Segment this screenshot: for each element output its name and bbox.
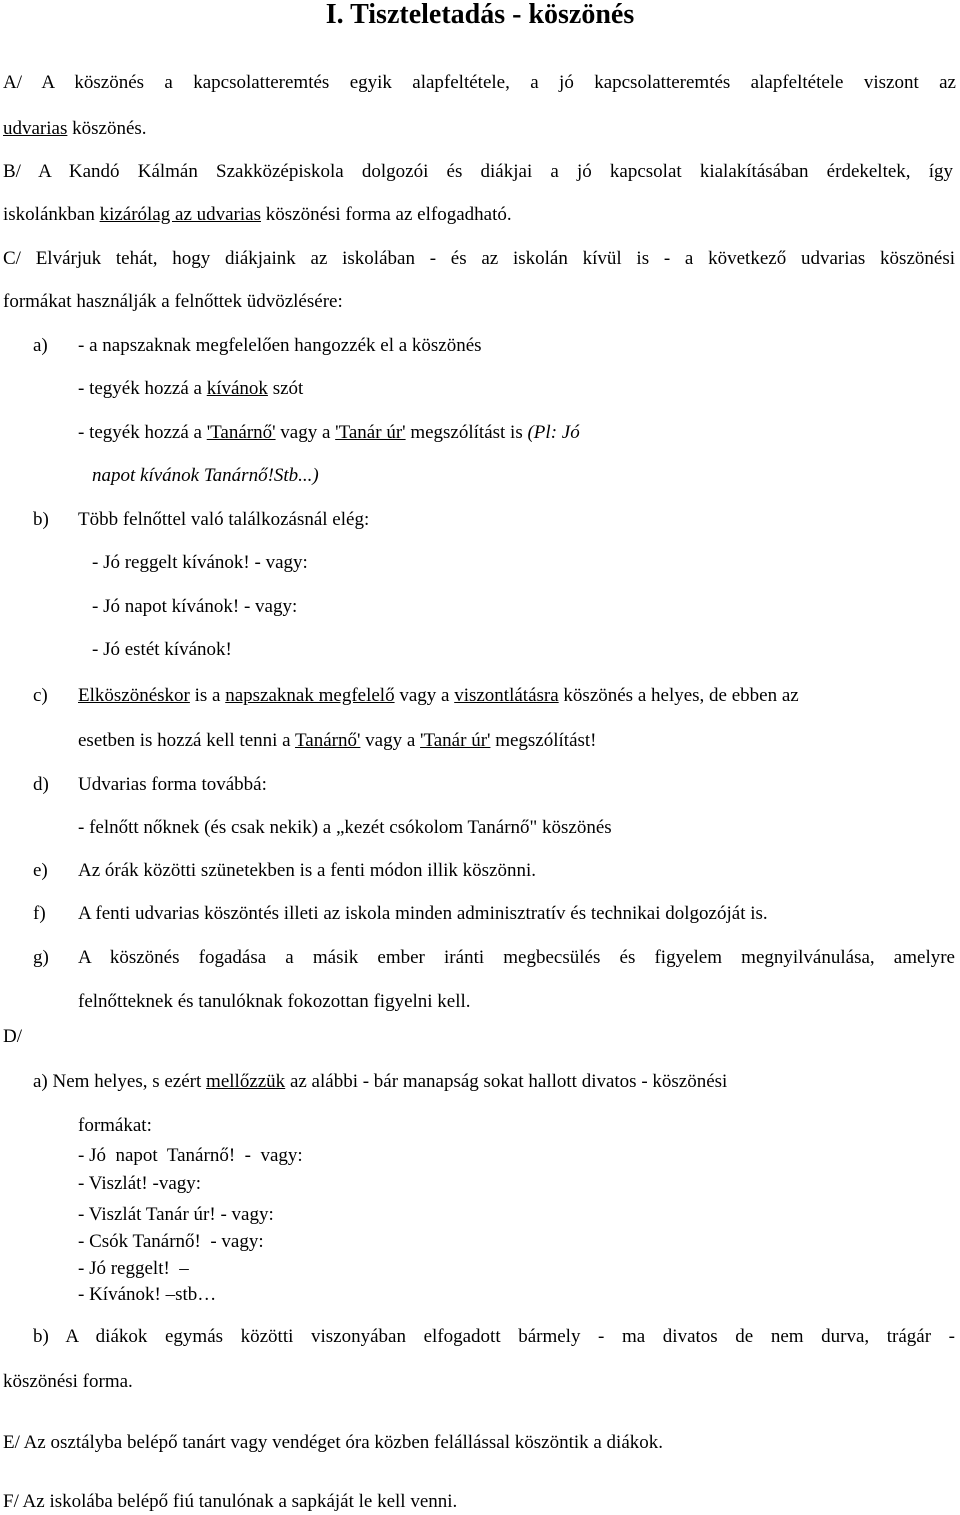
underlined-tanar-ur-2: 'Tanár úr' [420,730,491,751]
text-tegyek: - tegyék hozzá a [78,378,207,399]
item-g-line-1: A köszönés fogadása a másik ember iránti megbecsülés és figyelem megnyilvánulása, amelyre [78,947,955,968]
item-a-line-4: napot kívánok Tanárnő!Stb...) [92,465,319,486]
italic-pl-jo: (Pl: Jó [527,422,580,443]
section-d-b-line-1: b) A diákok egymás közötti viszonyában elfogadott bármely - ma divatos de nem durva, trágár - [33,1326,955,1347]
forbidden-greeting-3: - Viszlát Tanár úr! - vagy: [78,1204,274,1225]
section-d-label: D/ [3,1026,22,1047]
page-title: I. Tiszteletadás - köszönés [325,0,635,30]
underlined-tanarno-2: Tanárnő' [295,730,361,751]
text-is-a: is a [189,685,226,706]
item-g-label: g) [33,947,49,968]
item-b-line-4: - Jó estét kívánok! [92,639,232,660]
underlined-kizarolag: kizárólag az udvarias [99,204,261,225]
item-d-line-2: - felnőtt nőknek (és csak nekik) a „kezét csókolom Tanárnő" köszönés [78,817,612,838]
underlined-viszontlatasra: viszontlátásra [454,685,559,706]
item-g-line-2: felnőtteknek és tanulóknak fokozottan figyelni kell. [78,991,471,1012]
text-az-alabbi: az alábbi - bár manapság sokat hallott divatos - köszönési [285,1071,728,1092]
item-e-label: e) [33,860,48,881]
item-c-line-1-text [78,686,799,705]
text-koszonesi-forma: köszönési forma az elfogadható. [261,204,512,225]
item-f-line-1: A fenti udvarias köszöntés illeti az iskola minden adminisztratív és technikai dolgozóját is. [78,903,768,924]
item-c-label: c) [33,685,48,706]
forbidden-greeting-4: - Csók Tanárnő! - vagy: [78,1231,264,1252]
item-d-label: d) [33,774,49,795]
section-e-text: E/ Az osztályba belépő tanárt vagy vendéget óra közben felállással köszöntik a diákok. [3,1432,664,1453]
text-megszolitast-2: megszólítást! [490,730,597,751]
item-d-line-1: Udvarias forma továbbá: [78,774,267,795]
section-d-a-line-1 [33,1072,727,1091]
underlined-udvarias: udvarias [3,118,68,139]
text-vagy-a-3: vagy a [360,730,421,751]
item-a-label: a) [33,335,48,356]
item-a-line-1: - a napszaknak megfelelően hangozzék el a köszönés [78,335,482,356]
underlined-elkoszoneskor: Elköszönéskor [78,685,190,706]
underlined-mellozzuk: mellőzzük [206,1071,286,1092]
section-f-text: F/ Az iskolába belépő fiú tanulónak a sapkáját le kell venni. [3,1491,458,1512]
underlined-tanarno: 'Tanárnő' [206,422,276,443]
section-b-line-1: B/ A Kandó Kálmán Szakközépiskola dolgozói és diákjai a jó kapcsolat kialakításában érdekeltek, így [3,161,953,182]
section-a-line-1: A/ A köszönés a kapcsolatteremtés egyik alapfeltétele, a jó kapcsolatteremtés alapfeltétele viszont az [3,72,956,93]
section-c-line-2: formákat használják a felnőttek üdvözlésére: [3,291,343,312]
text-nem-helyes: a) Nem helyes, s ezért [33,1071,207,1092]
text-koszones-a-helyes: köszönés a helyes, de ebben az [558,685,799,706]
section-b-line-2 [3,205,512,224]
item-f-label: f) [33,903,46,924]
text-vagy-a: vagy a [275,422,336,443]
item-b-label: b) [33,509,49,530]
forbidden-greeting-2: - Viszlát! -vagy: [78,1173,202,1194]
text-esetben: esetben is hozzá kell tenni a [78,730,296,751]
item-b-line-1: Több felnőttel való találkozásnál elég: [78,509,370,530]
text-koszones: köszönés. [67,118,147,139]
section-a-line-2 [3,119,147,138]
text-tegyek-2: - tegyék hozzá a [78,422,207,443]
underlined-kivanok: kívánok [206,378,268,399]
item-b-line-2: - Jó reggelt kívánok! - vagy: [92,552,308,573]
item-a-line-2 [78,379,303,398]
underlined-tanar-ur: 'Tanár úr' [335,422,406,443]
text-megszolitast: megszólítást is [405,422,528,443]
forbidden-greeting-1: - Jó napot Tanárnő! - vagy: [78,1145,303,1166]
item-a-line-3 [78,423,580,442]
forbidden-greeting-5: - Jó reggelt! – [78,1258,189,1279]
item-c-line-2 [78,731,597,750]
section-d-a-line-2: formákat: [78,1115,152,1136]
section-c-line-1: C/ Elvárjuk tehát, hogy diákjaink az iskolában - és az iskolán kívül is - a következő udvarias köszönési [3,248,955,269]
underlined-napszaknak: napszaknak megfelelő [225,685,395,706]
item-c-line-1 [78,686,955,705]
text-vagy-a-2: vagy a [394,685,455,706]
text-szot: szót [267,378,304,399]
section-d-b-line-2: köszönési forma. [3,1371,133,1392]
item-b-line-3: - Jó napot kívánok! - vagy: [92,596,298,617]
item-e-line-1: Az órák közötti szünetekben is a fenti módon illik köszönni. [78,860,537,881]
text-iskolankban: iskolánkban [3,204,100,225]
forbidden-greeting-6: - Kívánok! –stb… [78,1284,217,1305]
